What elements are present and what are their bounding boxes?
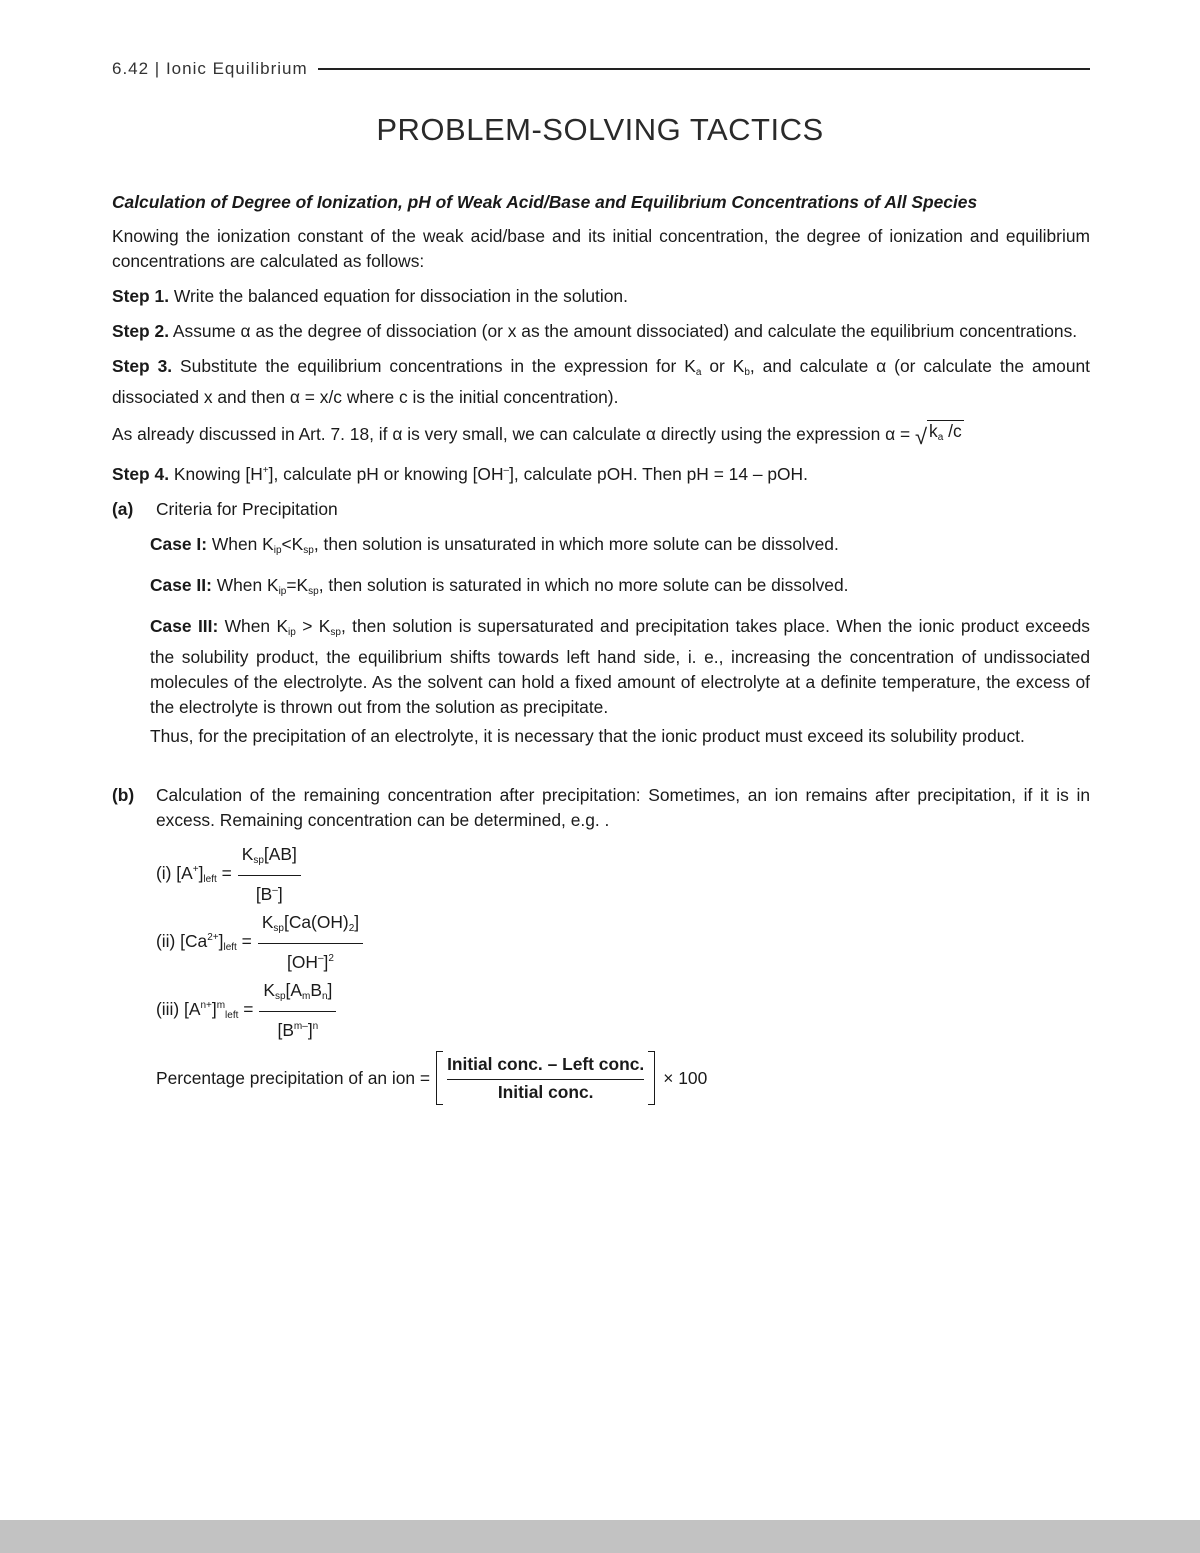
intro-paragraph: Knowing the ionization constant of the weak acid/base and its initial concentration, the degree of ionization and equilibrium concentrations are calculated as follows:: [112, 226, 1090, 271]
superscript: m–: [293, 1020, 308, 1032]
radicand: [927, 420, 964, 448]
superscript: –: [272, 884, 278, 896]
superscript: n+: [200, 999, 212, 1011]
step-3-text: , and calculate α (or calculate the amount dissociated x and then α = x/c where c is the initial concentration).: [112, 356, 1091, 407]
equation-i: [156, 843, 1090, 905]
subscript: ip: [273, 545, 282, 556]
subscript: n: [321, 990, 328, 1002]
part-b-text: Calculation of the remaining concentration after precipitation: Sometimes, an ion remains after precipitation, if it is in excess. Remaining concentration can be determined, e.g. .: [156, 785, 1090, 830]
superscript: n: [312, 1020, 319, 1032]
numerator: [259, 978, 336, 1012]
denominator: [256, 876, 283, 907]
radicand-tail: /c: [943, 421, 962, 441]
case-text: , then solution is saturated in which no more solute can be dissolved.: [318, 575, 849, 595]
percentage-multiplier: × 100: [663, 1067, 708, 1088]
k-symbol: K: [261, 911, 274, 932]
note-text: As already discussed in Art. 7. 18, if α is very small, we can calculate α directly using the expression α =: [112, 424, 915, 444]
step-3-label: Step 3.: [112, 356, 173, 376]
case-3-label: Case III:: [150, 616, 219, 636]
bracket: ]: [307, 1019, 313, 1040]
bracket: ]: [327, 979, 333, 1000]
case-text: When K: [207, 534, 274, 554]
main-content: [112, 190, 1090, 1105]
subscript: m: [301, 990, 311, 1002]
denominator-term: [OH: [287, 951, 318, 972]
bracket: ]: [277, 883, 283, 904]
subscript: a: [695, 367, 702, 378]
footer-bar: [0, 1520, 1200, 1553]
subscript: sp: [330, 627, 341, 638]
superscript: +: [262, 465, 269, 476]
page-title: PROBLEM-SOLVING TACTICS: [376, 112, 824, 147]
fraction: [443, 1052, 648, 1105]
superscript: –: [503, 465, 510, 476]
numerator: [258, 910, 363, 944]
case-text: <K: [281, 534, 304, 554]
numerator-term: B: [310, 979, 322, 1000]
numerator: [238, 842, 301, 876]
bracket: ]: [354, 911, 360, 932]
step-3-text: or K: [701, 356, 745, 376]
subscript: sp: [273, 922, 284, 934]
step-4-label: Step 4.: [112, 464, 170, 484]
step-3: [112, 354, 1090, 410]
denominator-term: [B: [277, 1019, 294, 1040]
subscript: 2: [348, 922, 355, 934]
step-2-label: Step 2.: [112, 321, 170, 341]
square-root-expression: [915, 420, 964, 448]
numerator-term: [AB]: [263, 843, 297, 864]
case-text: When K: [211, 575, 279, 595]
equation-ii: [156, 911, 1090, 973]
page-reference: 6.42 | Ionic Equilibrium: [112, 59, 308, 78]
numerator-term: [Ca(OH): [283, 911, 349, 932]
step-4: [112, 458, 1090, 487]
running-header: [112, 58, 1090, 80]
radical-icon: √: [914, 424, 928, 449]
section-heading: Calculation of Degree of Ionization, pH of Weak Acid/Base and Equilibrium Concentrations of All Species: [112, 192, 978, 212]
subscript: ip: [288, 627, 296, 638]
bracket: ]: [198, 862, 204, 883]
step-2: [112, 319, 1090, 344]
equation-lhs: [156, 925, 252, 960]
cases-block: [150, 532, 1090, 749]
case-1: [150, 532, 1090, 563]
numerator-term: [A: [285, 979, 302, 1000]
case-text: =K: [286, 575, 309, 595]
subscript: b: [744, 367, 750, 378]
case-3: [150, 614, 1090, 720]
subscript: sp: [274, 990, 286, 1002]
equals-sign: =: [236, 930, 252, 951]
subscript: sp: [303, 545, 314, 556]
k-symbol: K: [241, 843, 254, 864]
superscript: m: [216, 999, 226, 1011]
numerator: Initial conc. – Left conc.: [447, 1052, 644, 1080]
equation-iii: [156, 979, 1090, 1041]
fraction: [238, 842, 301, 907]
equals-sign: =: [216, 862, 232, 883]
eq-label: (ii) [Ca: [156, 930, 208, 951]
superscript: 2: [328, 952, 334, 964]
percentage-label: Percentage precipitation of an ion =: [156, 1067, 431, 1088]
note-small-alpha: [112, 420, 1090, 448]
radicand-symbol: k: [929, 421, 938, 441]
equations-block: [156, 843, 1090, 1041]
superscript: +: [192, 863, 199, 875]
part-b: [112, 783, 1090, 833]
case-text: , then solution is unsaturated in which more solute can be dissolved.: [313, 534, 839, 554]
header-rule: [318, 68, 1090, 70]
equation-lhs: [156, 857, 232, 892]
k-symbol: K: [263, 979, 275, 1000]
step-1-label: Step 1.: [112, 286, 170, 306]
bracketed-fraction: [436, 1051, 655, 1105]
denominator-term: [B: [255, 883, 273, 904]
superscript: –: [317, 952, 324, 964]
step-4-text: Knowing [H: [169, 464, 263, 484]
subscript: ip: [278, 586, 287, 597]
fraction: [258, 910, 363, 975]
step-3-text: Substitute the equilibrium concentrations in the expression for K: [172, 356, 696, 376]
case-text: , then solution is supersaturated and precipitation takes place. When the ionic product exceeds the solubility product, the equilibrium shifts towards left hand side, i. e., increasing the concentration of undissociated molecules of the electrolyte. As the solvent can hold a fixed amount of electrolyte at a definite temperature, the excess of the electrolyte is thrown out from the solution as precipitate.: [150, 616, 1090, 717]
subscript: a: [937, 432, 944, 443]
denominator: [287, 944, 334, 975]
step-2-text: Assume α as the degree of dissociation (or x as the amount dissociated) and calculate the equilibrium concentrations.: [169, 321, 1078, 341]
denominator: [277, 1012, 318, 1043]
subscript: left: [203, 873, 217, 885]
part-b-label: (b): [112, 785, 135, 805]
equals-sign: =: [238, 998, 254, 1019]
step-4-text: ], calculate pOH. Then pH = 14 – pOH.: [509, 464, 808, 484]
subscript: sp: [308, 586, 319, 597]
superscript: 2+: [207, 931, 219, 943]
subscript: left: [223, 941, 237, 953]
part-a: [112, 497, 1090, 522]
bracket: ]: [218, 930, 224, 951]
step-4-text: ], calculate pH or knowing [OH: [268, 464, 504, 484]
part-a-label: (a): [112, 499, 134, 519]
case-text: > K: [295, 616, 331, 636]
denominator: Initial conc.: [497, 1081, 594, 1102]
conclusion-paragraph: Thus, for the precipitation of an electrolyte, it is necessary that the ionic product must exceed its solubility product.: [150, 726, 1025, 746]
equation-lhs: [156, 993, 253, 1028]
case-2-label: Case II:: [150, 575, 212, 595]
bracket: ]: [211, 998, 217, 1019]
part-a-title: Criteria for Precipitation: [156, 499, 338, 519]
bracket: ]: [323, 951, 329, 972]
fraction: [259, 978, 336, 1043]
eq-label: (iii) [A: [156, 998, 201, 1019]
subscript: sp: [253, 854, 264, 866]
subscript: left: [225, 1009, 239, 1021]
case-2: [150, 573, 1090, 604]
step-1: [112, 284, 1090, 309]
case-text: When K: [218, 616, 289, 636]
step-1-text: Write the balanced equation for dissociation in the solution.: [169, 286, 628, 306]
right-bracket: [648, 1051, 655, 1105]
left-bracket: [436, 1051, 443, 1105]
percentage-precipitation-formula: [156, 1051, 1090, 1105]
eq-label: (i) [A: [156, 862, 193, 883]
case-1-label: Case I:: [150, 534, 208, 554]
